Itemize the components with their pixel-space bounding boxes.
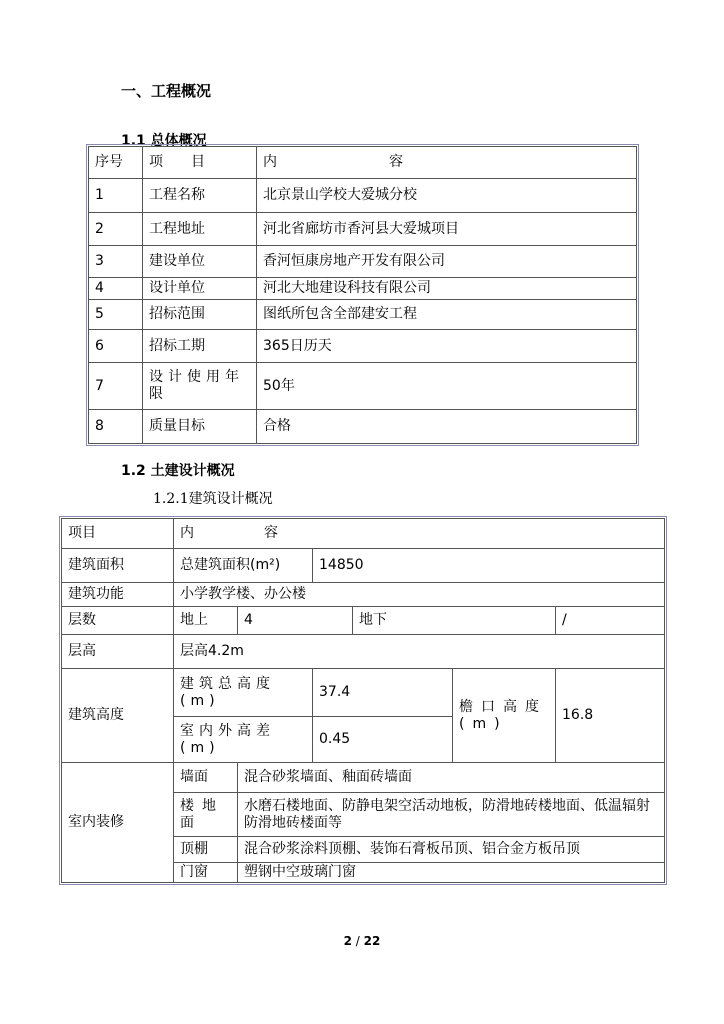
header-item: 项目 — [62, 519, 174, 549]
floors-label: 层数 — [62, 607, 174, 635]
row-no: 2 — [89, 213, 143, 246]
function-value: 小学教学楼、办公楼 — [174, 583, 665, 607]
row-no: 6 — [89, 330, 143, 363]
page-number: 2 / 22 — [343, 934, 381, 948]
row-content: 合格 — [257, 410, 637, 444]
interior-key: 顶棚 — [174, 837, 238, 863]
table-row — [89, 278, 637, 300]
row-no: 1 — [89, 179, 143, 213]
row-item: 招标范围 — [143, 300, 257, 330]
row-item: 工程地址 — [143, 213, 257, 246]
row-item: 招标工期 — [143, 330, 257, 363]
overview-table — [88, 146, 637, 444]
row-item: 工程名称 — [143, 179, 257, 213]
floors-above-value: 4 — [238, 607, 353, 635]
page-total: 22 — [363, 934, 381, 948]
page-current: 2 — [343, 934, 352, 948]
interior-key: 墙面 — [174, 763, 238, 793]
section-subtitle-1-2-1: 1.2.1建筑设计概况 — [153, 491, 273, 507]
table-row — [89, 363, 637, 410]
row-content: 香河恒康房地产开发有限公司 — [257, 246, 637, 278]
row-content: 图纸所包含全部建安工程 — [257, 300, 637, 330]
height-row — [62, 669, 665, 717]
row-item: 质量目标 — [143, 410, 257, 444]
interior-row — [62, 763, 665, 793]
floors-above-label: 地上 — [174, 607, 238, 635]
function-row — [62, 583, 665, 607]
interior-key: 楼地面 — [174, 793, 238, 837]
table-row — [89, 410, 637, 444]
section-title-1-2: 1.2 土建设计概况 — [121, 463, 235, 479]
interior-value: 水磨石楼地面、防静电架空活动地板，防滑地砖楼地面、低温辐射防滑地砖楼面等 — [238, 793, 665, 837]
header-content: 内 容 — [257, 147, 637, 179]
row-no: 4 — [89, 278, 143, 300]
table-header-row — [89, 147, 637, 179]
section-title-1-1: 1.1 总体概况 — [121, 133, 207, 149]
area-value: 14850 — [313, 549, 665, 583]
floors-below-label: 地下 — [353, 607, 556, 635]
row-content: 河北省廊坊市香河县大爱城项目 — [257, 213, 637, 246]
interior-value: 塑钢中空玻璃门窗 — [238, 863, 665, 883]
row-item: 设计单位 — [143, 278, 257, 300]
total-height-label: 建筑总高度(m) — [174, 669, 313, 717]
table-row — [89, 246, 637, 278]
table-row — [89, 179, 637, 213]
row-item: 建设单位 — [143, 246, 257, 278]
eave-height-label: 檐口高度(m) — [453, 669, 556, 763]
header-no: 序号 — [89, 147, 143, 179]
header-item: 项 目 — [143, 147, 257, 179]
table-header-row — [62, 519, 665, 549]
row-content: 50年 — [257, 363, 637, 410]
table-row — [89, 330, 637, 363]
main-heading: 一、工程概况 — [121, 82, 212, 100]
row-no: 8 — [89, 410, 143, 444]
floors-row — [62, 607, 665, 635]
row-no: 7 — [89, 363, 143, 410]
architecture-table — [61, 518, 665, 883]
eave-height-value: 16.8 — [556, 669, 665, 763]
interior-key: 门窗 — [174, 863, 238, 883]
row-no: 3 — [89, 246, 143, 278]
row-content: 河北大地建设科技有限公司 — [257, 278, 637, 300]
height-label: 建筑高度 — [62, 669, 174, 763]
row-no: 5 — [89, 300, 143, 330]
floor-height-value: 层高4.2m — [174, 635, 665, 669]
table-row — [89, 213, 637, 246]
header-content: 内 容 — [174, 519, 665, 549]
floor-height-label: 层高 — [62, 635, 174, 669]
floor-height-row — [62, 635, 665, 669]
interior-label: 室内装修 — [62, 763, 174, 883]
interior-value: 混合砂浆涂料顶棚、装饰石膏板吊顶、铝合金方板吊顶 — [238, 837, 665, 863]
height-diff-label: 室内外高差(m) — [174, 717, 313, 763]
interior-value: 混合砂浆墙面、釉面砖墙面 — [238, 763, 665, 793]
table-row — [89, 300, 637, 330]
area-label: 建筑面积 — [62, 549, 174, 583]
row-content: 北京景山学校大爱城分校 — [257, 179, 637, 213]
total-height-value: 37.4 — [313, 669, 453, 717]
area-sub-label: 总建筑面积(m²) — [174, 549, 313, 583]
area-row — [62, 549, 665, 583]
row-content: 365日历天 — [257, 330, 637, 363]
floors-below-value: / — [556, 607, 665, 635]
row-item: 设计使用年限 — [143, 363, 257, 410]
function-label: 建筑功能 — [62, 583, 174, 607]
height-diff-value: 0.45 — [313, 717, 453, 763]
